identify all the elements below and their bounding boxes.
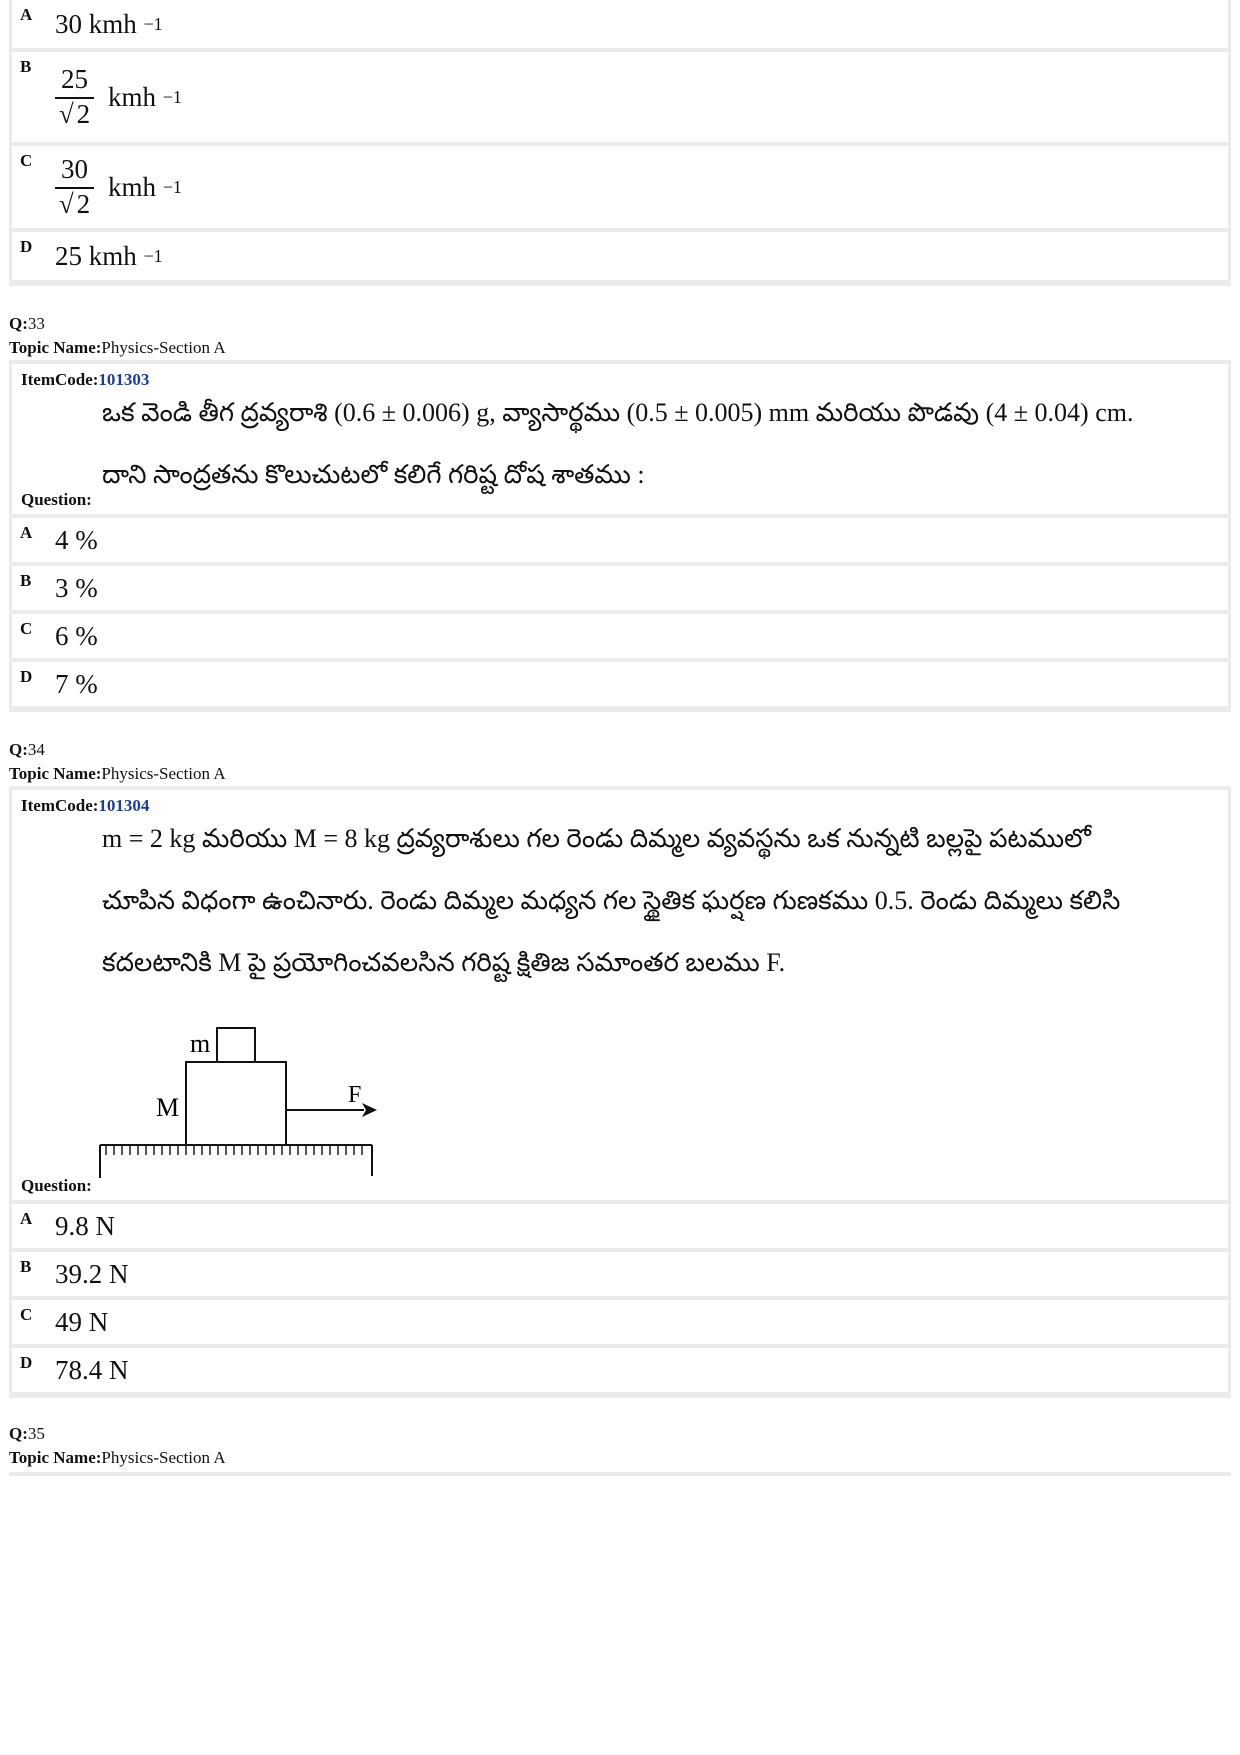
- option-text: 25 kmh −1: [43, 232, 1228, 280]
- option-a[interactable]: A 4 %: [12, 518, 1228, 562]
- question-text: m = 2 kg మరియు M = 8 kg ద్రవ్యరాశులు గల రెండు దిమ్మల వ్యవస్థను ఒక నున్నటి బల్లపై పటములో చూపిన విధంగా ఉంచినారు. రెండు దిమ్మల మధ్యన గల స్థైతిక ఘర్షణ గుణకము 0.5. రెండు దిమ్మలు కలిసి కదలటానికి M పై ప్రయోగించవలసిన గరిష్ట క్షితిజ సమాంతర బలము F.: [102, 824, 1121, 977]
- exam-page: [9, 0, 1231, 1476]
- item-code: ItemCode:101303: [21, 370, 150, 389]
- option-text: $\frac{25}{√ 2}$ kmh −1: [43, 52, 1228, 142]
- option-c[interactable]: [12, 146, 1228, 228]
- option-letter: A: [12, 0, 39, 48]
- question-label: Question:: [21, 1176, 92, 1195]
- question-35-card-top: [9, 1472, 1231, 1476]
- question-body: [12, 790, 1228, 1200]
- prev-question-options: [9, 0, 1231, 286]
- option-d[interactable]: D 78.4 N: [12, 1348, 1228, 1392]
- option-b[interactable]: [12, 52, 1228, 142]
- small-block-label: m: [190, 1029, 211, 1058]
- block-diagram: [92, 1008, 412, 1198]
- option-letter: D: [12, 232, 39, 280]
- option-b[interactable]: B 3 %: [12, 566, 1228, 610]
- option-text: 30 kmh −1: [43, 0, 1228, 48]
- question-33-card: [9, 360, 1231, 712]
- option-letter: C: [12, 146, 39, 228]
- question-body: [12, 364, 1228, 514]
- arrowhead-icon: [362, 1103, 377, 1117]
- question-34-header: Q:34 Topic Name:Physics-Section A: [9, 740, 226, 783]
- big-block-label: M: [156, 1093, 180, 1122]
- question-label: Question:: [21, 490, 92, 509]
- option-c[interactable]: C 49 N: [12, 1300, 1228, 1344]
- option-d[interactable]: D 7 %: [12, 662, 1228, 706]
- fraction: $\frac{30}{√ 2}$: [55, 156, 94, 218]
- option-text: $\frac{30}{√ 2}$ kmh −1: [43, 146, 1228, 228]
- option-c[interactable]: C 6 %: [12, 614, 1228, 658]
- question-33-header: Q:33 Topic Name:Physics-Section A: [9, 314, 226, 357]
- option-letter: B: [12, 52, 39, 142]
- question-34-card: [9, 786, 1231, 1398]
- option-a[interactable]: [12, 0, 1228, 48]
- option-d[interactable]: [12, 232, 1228, 280]
- question-text: ఒక వెండి తీగ ద్రవ్యరాశి (0.6 ± 0.006) g, వ్యాసార్థము (0.5 ± 0.005) mm మరియు పొడవు (4 ± 0.04) cm. దాని సాంద్రతను కొలుచుటలో కలిగే గరిష్ట దోష శాతము :: [102, 398, 1134, 489]
- option-a[interactable]: A 9.8 N: [12, 1204, 1228, 1248]
- fraction: $\frac{25}{√ 2}$: [55, 66, 94, 128]
- item-code: ItemCode:101304: [21, 796, 150, 815]
- question-35-header: Q:35 Topic Name:Physics-Section A: [9, 1424, 226, 1467]
- ground-hatching: [106, 1145, 362, 1155]
- force-label: F: [348, 1082, 362, 1108]
- small-block: [217, 1028, 255, 1062]
- big-block: [186, 1062, 286, 1145]
- option-b[interactable]: B 39.2 N: [12, 1252, 1228, 1296]
